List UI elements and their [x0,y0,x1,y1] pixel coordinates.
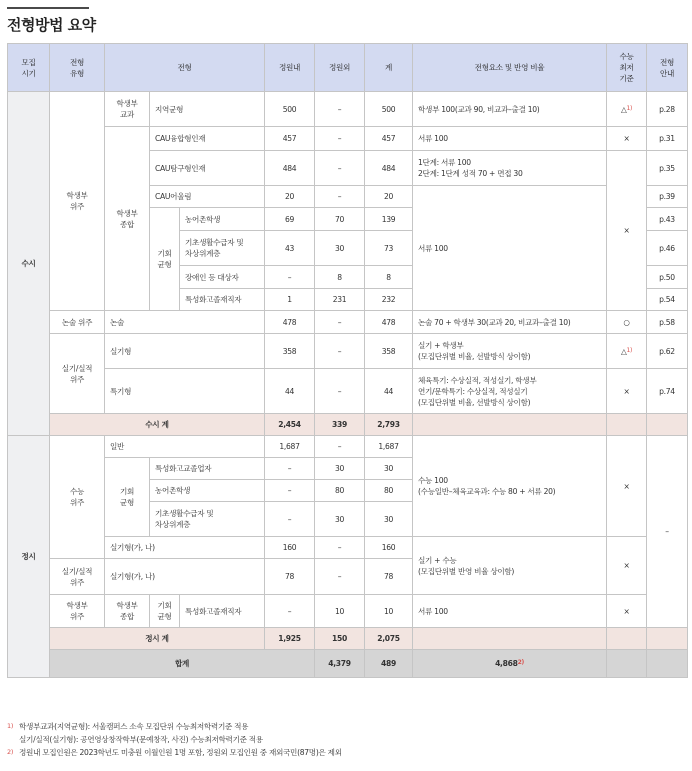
row-name: 장애인 등 대상자 [180,266,265,289]
quota-total: 358 [365,334,413,369]
guide-page: p.46 [647,231,688,266]
quota-out: – [315,92,365,127]
sum-in: 1,925 [265,628,315,650]
quota-out: – [315,127,365,151]
guide-page: p.43 [647,208,688,231]
sum-out: 339 [315,414,365,436]
min-standard: × [607,436,647,537]
header-row [8,44,688,92]
min-standard [607,334,647,369]
header-min: 수능 최저 기준 [607,44,647,92]
footnote-2 [7,746,687,759]
total-label: 합계 [50,650,315,678]
quota-out: – [315,186,365,208]
quota-in: 44 [265,369,315,414]
row-name: 기초생활수급자 및 차상위계층 [150,502,265,537]
total-blank [607,650,647,678]
quota-in: – [265,595,315,628]
min-standard: ○ [607,311,647,334]
quota-total: 484 [365,151,413,186]
susi-gyogwa: 학생부 교과 [105,92,150,127]
susi-student-record-type: 학생부 위주 [50,92,105,311]
quota-out: – [315,436,365,458]
total-out: 489 [365,650,413,678]
guide-page: p.62 [647,334,688,369]
header-time: 모집 시기 [8,44,50,92]
footnotes [7,720,687,759]
quota-total: 457 [365,127,413,151]
quota-in: 484 [265,151,315,186]
min-mark: △ [620,104,627,114]
quota-out: 30 [315,231,365,266]
quota-out: 30 [315,502,365,537]
quota-out: 231 [315,289,365,311]
row-name: 농어촌학생 [150,480,265,502]
guide-page: p.28 [647,92,688,127]
elements: 실기 + 수능 (모집단위별 반영 비율 상이함) [413,537,607,595]
susi-comp: 학생부 종합 [105,127,150,311]
quota-out: – [315,311,365,334]
header-type: 전형 유형 [50,44,105,92]
quota-total: 160 [365,537,413,559]
footnote-mark: 2) [517,659,524,666]
quota-in: 78 [265,559,315,595]
sum-blank [413,628,607,650]
susi-gihoe: 기회 균형 [150,208,180,311]
quota-in: 20 [265,186,315,208]
min-mark: △ [620,346,627,356]
page-title: 전형방법 요약 [7,16,96,34]
row-name: 특성화고교졸업자 [150,458,265,480]
sum-label: 수시 계 [50,414,265,436]
guide-page: p.74 [647,369,688,414]
sum-total: 2,793 [365,414,413,436]
min-standard: × [607,151,647,311]
guide-page: p.31 [647,127,688,151]
min-standard: × [607,595,647,628]
sum-out: 150 [315,628,365,650]
table-row [8,595,688,628]
quota-in: 1 [265,289,315,311]
quota-total: 30 [365,458,413,480]
row-name: CAU융합형인재 [150,127,265,151]
quota-total: 73 [365,231,413,266]
quota-total: 139 [365,208,413,231]
susi-sum-row [8,414,688,436]
footnote-1 [7,720,687,746]
row-name: 실기형(가, 나) [105,537,265,559]
elements: 1단계: 서류 100 2단계: 1단계 성적 70 + 면접 30 [413,151,607,186]
quota-out: 10 [315,595,365,628]
quota-out: 80 [315,480,365,502]
min-standard [607,92,647,127]
elements: 실기 + 학생부 (모집단위별 비율, 선발방식 상이함) [413,334,607,369]
quota-in: – [265,266,315,289]
total-sum-value: 4,868 [495,659,518,668]
jeongsi-label: 정시 [8,436,50,678]
guide-page: – [647,436,688,628]
admission-summary-table [7,43,688,678]
header-elements: 전형요소 및 반영 비율 [413,44,607,92]
footnote-mark: 1) [626,104,633,112]
row-name: 실기형(가, 나) [105,559,265,595]
row-name: 농어촌학생 [180,208,265,231]
row-name: 특기형 [105,369,265,414]
quota-out: – [315,559,365,595]
jeongsi-silgi-type: 실기/실적 위주 [50,559,105,595]
susi-label: 수시 [8,92,50,436]
quota-in: – [265,480,315,502]
sum-blank [607,414,647,436]
header-quota-out: 정원외 [315,44,365,92]
nonsul-type: 논술 위주 [50,311,105,334]
jeongsi-sum-row [8,628,688,650]
sum-blank [647,628,688,650]
sum-in: 2,454 [265,414,315,436]
elements: 체육특기: 수상실적, 적성실기, 학생부 연기/문학특기: 수상실적, 적성실기 (모집단위별 비율, 선발방식 상이함) [413,369,607,414]
row-name: CAU어울림 [150,186,265,208]
elements: 서류 100 [413,595,607,628]
footnote-line: 정원내 모집인원은 2023학년도 미충원 이월인원 1명 포함, 정원외 모집인원 중 재외국민(87명)은 제외 [19,748,342,757]
quota-out: – [315,151,365,186]
row-name: 기초생활수급자 및 차상위계층 [180,231,265,266]
quota-out: 30 [315,458,365,480]
table-row [8,537,688,559]
footnote-mark: 1) [626,346,633,354]
quota-out: – [315,537,365,559]
quota-total: 44 [365,369,413,414]
row-name: 논술 [105,311,265,334]
grand-total-row [8,650,688,678]
quota-total: 500 [365,92,413,127]
elements: 학생부 100(교과 90, 비교과–출결 10) [413,92,607,127]
quota-total: 10 [365,595,413,628]
table-row [8,311,688,334]
quota-out: 70 [315,208,365,231]
quota-total: 20 [365,186,413,208]
quota-in: 1,687 [265,436,315,458]
header-quota-in: 정원내 [265,44,315,92]
quota-total: 1,687 [365,436,413,458]
quota-in: 457 [265,127,315,151]
quota-total: 478 [365,311,413,334]
header-name: 전형 [105,44,265,92]
jeongsi-gihoe: 기회 균형 [105,458,150,537]
elements: 서류 100 [413,127,607,151]
elements: 서류 100 [413,186,607,311]
guide-page: p.58 [647,311,688,334]
jeongsi-comp-sub: 학생부 종합 [105,595,150,628]
row-name: 일반 [105,436,265,458]
quota-total: 78 [365,559,413,595]
sum-blank [647,414,688,436]
quota-in: 478 [265,311,315,334]
footnote-line: 실기/실적(실기형): 공연영상창작학부(문예창작, 사진) 수능최저학력기준 적용 [19,735,263,744]
header-total: 계 [365,44,413,92]
quota-in: – [265,502,315,537]
elements: 수능 100 (수능일반–체육교육과: 수능 80 + 서류 20) [413,436,607,537]
quota-in: 160 [265,537,315,559]
min-standard: × [607,537,647,595]
total-sum [413,650,607,678]
jeongsi-comp-type: 학생부 위주 [50,595,105,628]
table-row [8,436,688,458]
table-row [8,127,688,151]
min-standard: × [607,369,647,414]
footnote-mark: 1) [7,722,14,730]
quota-in: 69 [265,208,315,231]
sum-total: 2,075 [365,628,413,650]
elements: 논술 70 + 학생부 30(교과 20, 비교과–출결 10) [413,311,607,334]
sum-blank [607,628,647,650]
quota-out: – [315,334,365,369]
title-rule [7,7,89,9]
quota-total: 232 [365,289,413,311]
footnote-line: 학생부교과(지역균형): 서울캠퍼스 소속 모집단위 수능최저학력기준 적용 [19,722,249,731]
silgi-type: 실기/실적 위주 [50,334,105,414]
total-blank [647,650,688,678]
row-name: 실기형 [105,334,265,369]
quota-in: – [265,458,315,480]
suneung-type: 수능 위주 [50,436,105,559]
header-guide: 전형 안내 [647,44,688,92]
row-name: 특성화고졸재직자 [180,595,265,628]
quota-in: 358 [265,334,315,369]
quota-out: 8 [315,266,365,289]
guide-page: p.35 [647,151,688,186]
footnote-mark: 2) [7,748,14,756]
guide-page: p.50 [647,266,688,289]
guide-page: p.54 [647,289,688,311]
sum-label: 정시 계 [50,628,265,650]
table-row [8,334,688,369]
quota-total: 80 [365,480,413,502]
quota-out: – [315,369,365,414]
quota-in: 500 [265,92,315,127]
jeongsi-comp-gihoe: 기회 균형 [150,595,180,628]
quota-total: 30 [365,502,413,537]
sum-blank [413,414,607,436]
row-name: 특성화고졸재직자 [180,289,265,311]
quota-in: 43 [265,231,315,266]
total-in: 4,379 [315,650,365,678]
row-name: CAU탐구형인재 [150,151,265,186]
table-row [8,369,688,414]
guide-page: p.39 [647,186,688,208]
table-row [8,92,688,127]
quota-total: 8 [365,266,413,289]
min-standard: × [607,127,647,151]
row-name: 지역균형 [150,92,265,127]
